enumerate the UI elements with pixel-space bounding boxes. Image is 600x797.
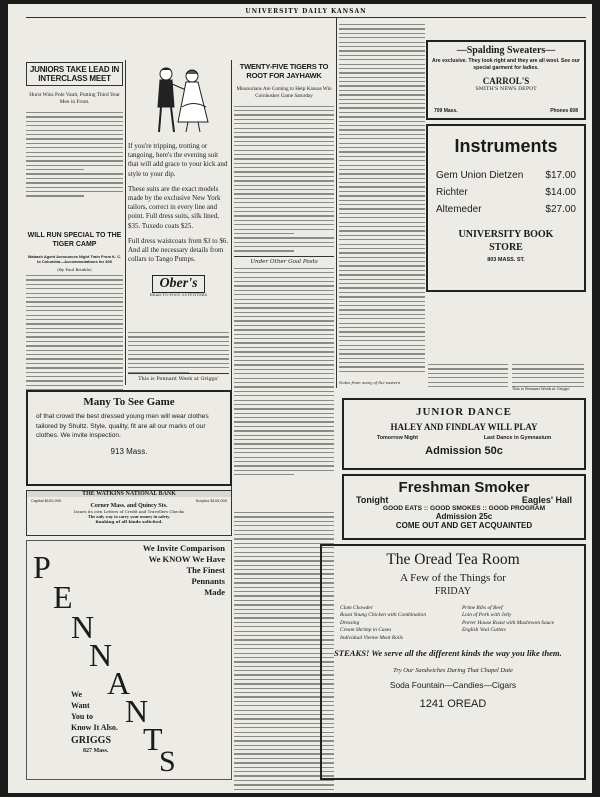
instruments-ad [426, 124, 586, 292]
griggs-name: GRIGGS [71, 735, 112, 746]
menu-item: Individual Vienne Meat Rolls [340, 634, 403, 641]
tearoom-steaks: STEAKS! We serve all the different kinds the way you like them. [334, 648, 562, 659]
griggs-address: 827 Mass. [83, 748, 109, 754]
griggs-notice-col2: This is Pennant Week at Griggs' [128, 373, 229, 382]
pennants-ad [26, 540, 232, 780]
tearoom-fountain: Soda Fountain—Candies—Cigars [389, 680, 517, 691]
menu-item: Loin of Pork with Jelly [462, 612, 512, 619]
special-train-headline: WILL RUN SPECIAL TO THE TIGER CAMP [27, 232, 122, 248]
instrument-row [436, 201, 576, 218]
obers-ad-text1: If you're tripping, trotting or tangoing, here's the evening suit that will add grace to your kick and style to your dip. [128, 142, 228, 178]
carrols-sub: SMITH'S NEWS DEPOT [475, 86, 537, 92]
byline: (By Paul Brinkle) [57, 267, 92, 272]
oread-tea-room-ad [320, 544, 586, 780]
tearoom-title: The Oread Tea Room [386, 551, 520, 568]
tearoom-subtitle: A Few of the Things for [400, 572, 506, 584]
obers-logo: Ober's [152, 275, 204, 293]
instrument-price: $27.00 [545, 204, 576, 215]
carrols-name: CARROL'S [482, 76, 530, 86]
instrument-name: Altemeder [436, 204, 482, 215]
smoker-title: Freshman Smoker [398, 479, 530, 496]
col4-notes-lead: Notes from many of the eastern [339, 380, 401, 385]
tearoom-sandwiches: Try Our Sandwiches During That Chapel Date [393, 667, 513, 675]
tigers-article [234, 62, 334, 479]
junior-dance-when: Tomorrow Night [376, 435, 419, 441]
pennants-finest: The Finest [186, 565, 225, 575]
pennant-letter: N [89, 637, 113, 673]
menu-item: Porter House Roast with Mushroom Sauce [462, 619, 555, 626]
col2-continued-text [128, 332, 229, 376]
smoker-slogan: COME OUT AND GET ACQUAINTED [395, 521, 533, 530]
pennant-letter: A [107, 665, 131, 701]
pennant-letter: P [33, 549, 51, 585]
bank-location: Corner Mass. and Quincy Sts. [90, 503, 168, 509]
special-train-article [26, 232, 123, 394]
see-game-address: 913 Mass. [110, 446, 148, 456]
bank-title: THE WATKINS NATIONAL BANK [27, 491, 231, 497]
sweaters-body: Are exclusive. They look right and they are all wool. See our special garment for ladies. [432, 58, 580, 71]
junior-dance-line: HALEY AND FINDLAY WILL PLAY [390, 422, 538, 432]
tearoom-address: 1241 OREAD [419, 698, 487, 711]
tearoom-day: FRIDAY [434, 586, 472, 597]
pennant-letter: N [71, 609, 95, 645]
see-game-title: Many To See Game [83, 396, 175, 408]
obers-logo-sub: HEAD-TO-FOOT OUTFITTERS [149, 293, 208, 298]
col3-lower-text [234, 512, 334, 793]
special-train-subhead: Wabash Agent Announces Night Train From K. C. to Columbia—Accommodations for 300 [27, 254, 122, 264]
smoker-tonight: Tonight [356, 495, 389, 505]
junior-dance-ad [342, 398, 586, 470]
pennant-letter: N [125, 693, 149, 729]
want-line: Know It Also. [71, 723, 118, 732]
instruments-title: Instruments [454, 136, 558, 156]
freshman-smoker-ad [342, 474, 586, 540]
menu-item: Clam Chowder [340, 605, 373, 611]
instrument-row [436, 167, 576, 184]
tearoom-menu-left [340, 605, 440, 642]
pennants-know: We KNOW We Have [148, 554, 225, 564]
book-store-address: 803 MASS. ST. [487, 257, 525, 263]
griggs-notice-col6: This is Pennant Week at Griggs' [512, 387, 570, 391]
smoker-place: Eagles' Hall [521, 495, 572, 505]
want-line: You to [71, 712, 94, 721]
carrols-phone: Phones 608 [550, 108, 578, 114]
spalding-sweaters-ad [426, 40, 586, 120]
watkins-bank-ad [26, 490, 232, 536]
bank-line2: The only way to carry your money in safety. [87, 514, 171, 519]
col5-lower-text [428, 364, 508, 390]
pennants-invite: We Invite Comparison [142, 543, 225, 553]
smoker-admission: Admission 25c [435, 512, 493, 521]
under-other-goal-posts-heading: Under Other Goal Posts [234, 256, 334, 265]
obers-ad-text3: Full dress waistcoats from $3 to $6. And all the necessary details from collars to Tango Pumps. [128, 236, 229, 264]
menu-item: English Veal Cutlets [462, 627, 506, 634]
junior-dance-admission: Admission 50c [425, 445, 503, 457]
pennant-letter: T [143, 721, 163, 757]
pennant-letter: S [159, 745, 176, 778]
bank-line3: Banking of all kinds solicited. [95, 519, 163, 524]
instrument-name: Gem Union Dietzen [436, 170, 524, 181]
many-to-see-game-ad [26, 390, 232, 486]
instrument-price: $14.00 [545, 187, 576, 198]
menu-item: Roast Young Chicken with Combination Dressing [340, 612, 427, 626]
instrument-price: $17.00 [545, 170, 576, 181]
col4-text [339, 24, 425, 375]
newspaper-page [8, 4, 592, 793]
tearoom-menu-right [462, 605, 566, 642]
dancing-couple-illustration [128, 62, 229, 138]
instruments-list [428, 167, 584, 218]
pennants-made: Made [204, 587, 225, 597]
masthead [26, 4, 586, 18]
want-line: We [71, 690, 83, 699]
instrument-row [436, 184, 576, 201]
smoker-goods: GOOD EATS :: GOOD SMOKES :: GOOD PROGRAM [382, 505, 546, 512]
menu-item: Cream Shrimp in Cases [340, 627, 392, 634]
bank-line1: Issues its own Letters of Credit and Travellers Checks [73, 509, 185, 514]
menu-item: Prime Ribs of Beef [462, 605, 503, 611]
juniors-subhead: Hurst Wins Pole Vault, Putting Third Year Men in Front. [29, 92, 120, 105]
juniors-article [26, 62, 123, 200]
obers-ad-text2: These suits are the exact models made by the exclusive New York tailors, correct in every line and point. Full dress suits, silk lined, $35. Tuxedo coats $25. [128, 184, 221, 230]
masthead-title: UNIVERSITY DAILY KANSAN [245, 8, 367, 15]
tigers-subhead: Missourians Are Coming to Help Kansas Win Cornhusker Game Saturday [236, 86, 332, 99]
pennants-word: Pennants [191, 576, 225, 586]
carrols-address: 709 Mass. [434, 108, 458, 114]
sweaters-title: —Spalding Sweaters— [456, 45, 556, 56]
juniors-headline: JUNIORS TAKE LEAD IN INTERCLASS MEET [26, 62, 123, 86]
want-line: Want [71, 701, 90, 710]
instrument-name: Richter [436, 187, 468, 198]
bank-surplus: Surplus $100,000 [195, 498, 227, 503]
junior-dance-title: JUNIOR DANCE [415, 406, 513, 418]
tigers-headline: TWENTY-FIVE TIGERS TO ROOT FOR JAYHAWK [239, 62, 329, 80]
see-game-body: of that crowd the best dressed young men will wear clothes tailored by Shultz. Style, quality, fit are all our marks of our clothes. We invite inspection. [36, 413, 209, 440]
bank-capital: Capital $100,000 [31, 498, 62, 503]
junior-dance-where: Last Dance in Gymnasium [483, 435, 552, 441]
pennant-letter: E [53, 579, 73, 615]
book-store-name: UNIVERSITY BOOK STORE [458, 229, 554, 253]
